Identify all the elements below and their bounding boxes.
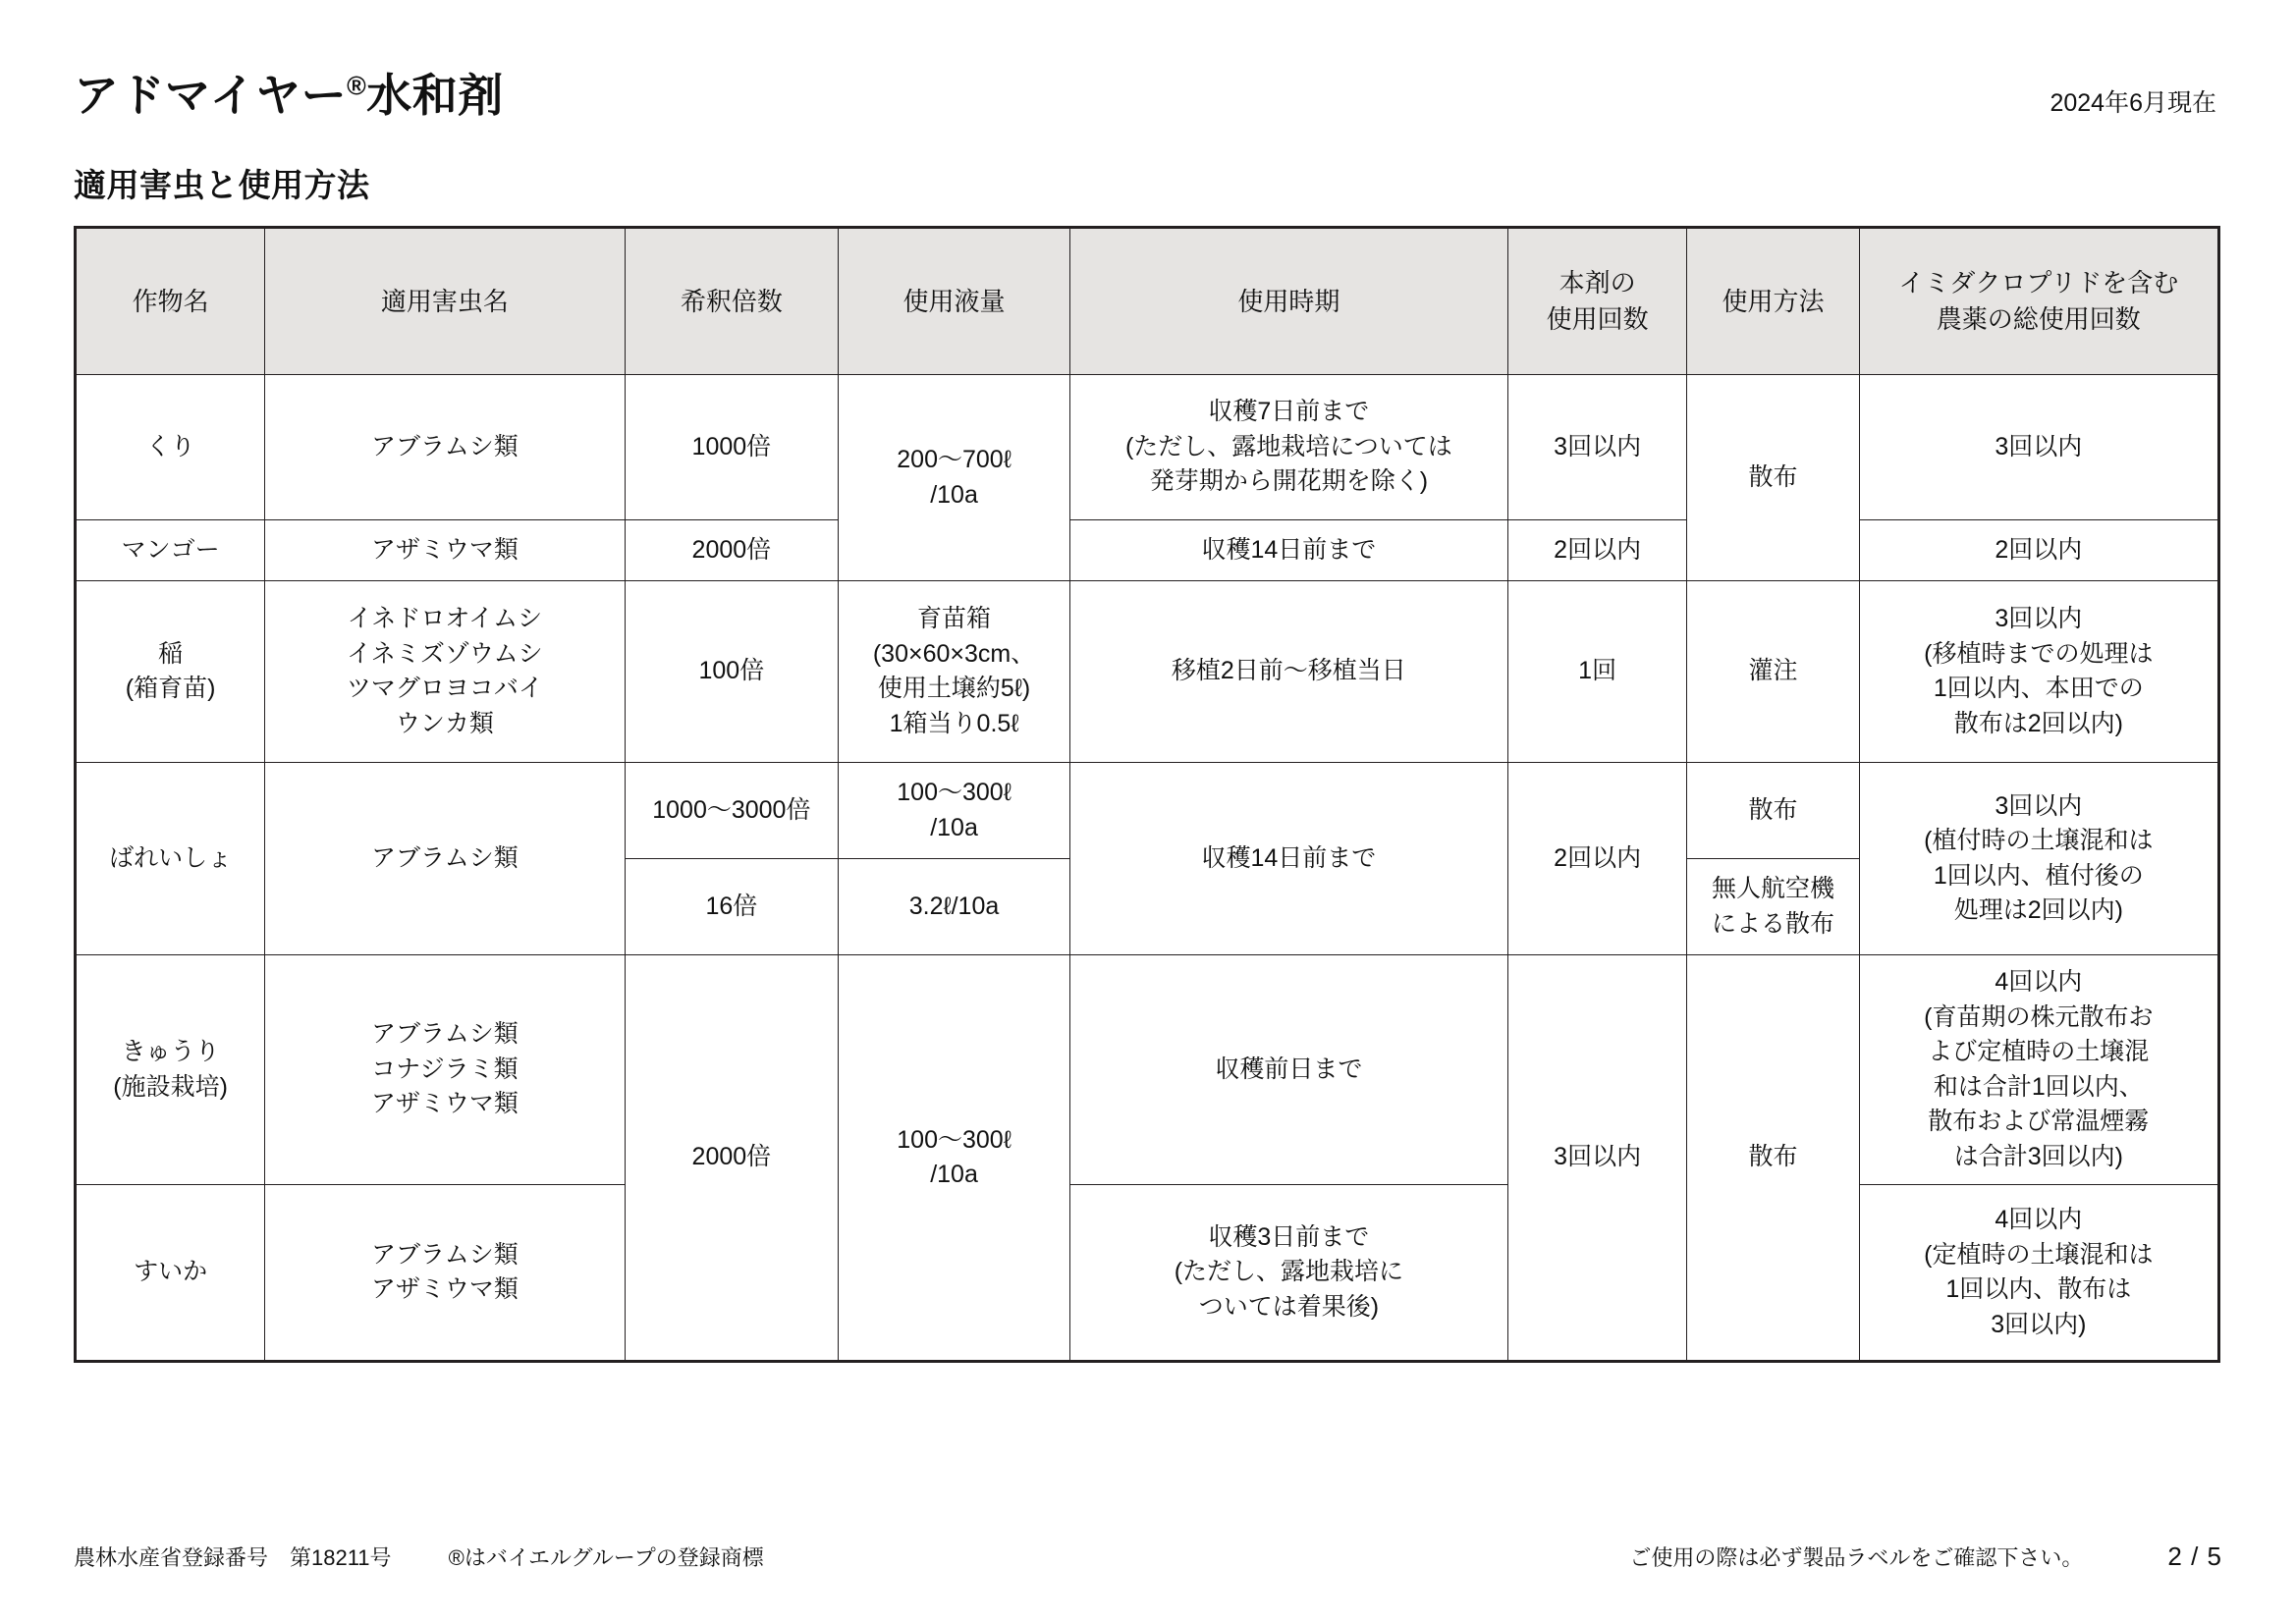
document-footer bbox=[74, 1542, 2222, 1572]
cell-timing-potato: 収穫14日前まで bbox=[1069, 763, 1507, 955]
cell-method-potato-a: 散布 bbox=[1687, 763, 1859, 859]
cell-total-kuri: 3回以内 bbox=[1859, 375, 2218, 520]
document-header bbox=[74, 69, 2222, 123]
table-row bbox=[76, 955, 2219, 1185]
cell-dilution-mango: 2000倍 bbox=[625, 520, 839, 581]
column-header-times: 本剤の 使用回数 bbox=[1507, 228, 1687, 375]
cell-crop-watermelon: すいか bbox=[76, 1185, 265, 1362]
revision-date: 2024年6月現在 bbox=[2050, 89, 2216, 117]
cell-total-potato: 3回以内 (植付時の土壌混和は 1回以内、植付後の 処理は2回以内) bbox=[1859, 763, 2218, 955]
column-header-timing: 使用時期 bbox=[1069, 228, 1507, 375]
cell-crop-cucumber: きゅうり (施設栽培) bbox=[76, 955, 265, 1185]
page-number: 2 / 5 bbox=[2167, 1542, 2222, 1571]
cell-pest-rice: イネドロオイムシ イネミズゾウムシ ツマグロヨコバイ ウンカ類 bbox=[265, 581, 625, 763]
cell-method-kuri-mango: 散布 bbox=[1687, 375, 1859, 581]
table-header-row bbox=[76, 228, 2219, 375]
column-header-volume: 使用液量 bbox=[839, 228, 1070, 375]
cell-dilution-cucumber-watermelon: 2000倍 bbox=[625, 955, 839, 1362]
column-header-total: イミダクロプリドを含む 農薬の総使用回数 bbox=[1859, 228, 2218, 375]
table-row bbox=[76, 375, 2219, 520]
cell-volume-rice: 育苗箱 (30×60×3cm、 使用土壌約5ℓ) 1箱当り0.5ℓ bbox=[839, 581, 1070, 763]
cell-method-cucumber-watermelon: 散布 bbox=[1687, 955, 1859, 1362]
cell-method-rice: 灌注 bbox=[1687, 581, 1859, 763]
cell-times-potato: 2回以内 bbox=[1507, 763, 1687, 955]
cell-total-mango: 2回以内 bbox=[1859, 520, 2218, 581]
cell-dilution-kuri: 1000倍 bbox=[625, 375, 839, 520]
cell-volume-kuri-mango: 200〜700ℓ /10a bbox=[839, 375, 1070, 581]
trademark-note: ®はバイエルグループの登録商標 bbox=[448, 1545, 764, 1570]
product-name: アドマイヤー bbox=[74, 70, 348, 121]
cell-times-kuri: 3回以内 bbox=[1507, 375, 1687, 520]
cell-volume-cucumber-watermelon: 100〜300ℓ /10a bbox=[839, 955, 1070, 1362]
footer-left bbox=[74, 1542, 815, 1572]
cell-volume-potato-b: 3.2ℓ/10a bbox=[839, 859, 1070, 955]
cell-crop-mango: マンゴー bbox=[76, 520, 265, 581]
cell-times-mango: 2回以内 bbox=[1507, 520, 1687, 581]
cell-timing-cucumber: 収穫前日まで bbox=[1069, 955, 1507, 1185]
registered-mark: ® bbox=[347, 71, 367, 101]
cell-timing-rice: 移植2日前〜移植当日 bbox=[1069, 581, 1507, 763]
cell-pest-potato: アブラムシ類 bbox=[265, 763, 625, 955]
cell-timing-mango: 収穫14日前まで bbox=[1069, 520, 1507, 581]
table-row bbox=[76, 763, 2219, 859]
cell-times-cucumber-watermelon: 3回以内 bbox=[1507, 955, 1687, 1362]
cell-total-watermelon: 4回以内 (定植時の土壌混和は 1回以内、散布は 3回以内) bbox=[1859, 1185, 2218, 1362]
table-row bbox=[76, 520, 2219, 581]
cell-dilution-potato-a: 1000〜3000倍 bbox=[625, 763, 839, 859]
cell-pest-watermelon: アブラムシ類 アザミウマ類 bbox=[265, 1185, 625, 1362]
page-title bbox=[74, 69, 504, 123]
cell-crop-kuri: くり bbox=[76, 375, 265, 520]
cell-method-potato-b: 無人航空機 による散布 bbox=[1687, 859, 1859, 955]
cell-crop-potato: ばれいしょ bbox=[76, 763, 265, 955]
label-check-note: ご使用の際は必ず製品ラベルをご確認下さい。 bbox=[1629, 1545, 2084, 1570]
registration-number: 農林水産省登録番号 第18211号 bbox=[74, 1545, 392, 1570]
cell-pest-mango: アザミウマ類 bbox=[265, 520, 625, 581]
table-row bbox=[76, 1185, 2219, 1362]
cell-crop-rice: 稲 (箱育苗) bbox=[76, 581, 265, 763]
cell-dilution-rice: 100倍 bbox=[625, 581, 839, 763]
application-table bbox=[74, 226, 2220, 1363]
section-heading: 適用害虫と使用方法 bbox=[74, 167, 370, 204]
cell-total-rice: 3回以内 (移植時までの処理は 1回以内、本田での 散布は2回以内) bbox=[1859, 581, 2218, 763]
cell-pest-kuri: アブラムシ類 bbox=[265, 375, 625, 520]
cell-timing-watermelon: 収穫3日前まで (ただし、露地栽培に ついては着果後) bbox=[1069, 1185, 1507, 1362]
column-header-method: 使用方法 bbox=[1687, 228, 1859, 375]
column-header-dilution: 希釈倍数 bbox=[625, 228, 839, 375]
cell-total-cucumber: 4回以内 (育苗期の株元散布お よび定植時の土壌混 和は合計1回以内、 散布および常温煙霧 は合計3回以内) bbox=[1859, 955, 2218, 1185]
column-header-pest: 適用害虫名 bbox=[265, 228, 625, 375]
product-form: 水和剤 bbox=[366, 70, 504, 121]
cell-dilution-potato-b: 16倍 bbox=[625, 859, 839, 955]
table-row bbox=[76, 581, 2219, 763]
footer-right bbox=[1629, 1542, 2222, 1572]
cell-times-rice: 1回 bbox=[1507, 581, 1687, 763]
cell-timing-kuri: 収穫7日前まで (ただし、露地栽培については 発芽期から開花期を除く) bbox=[1069, 375, 1507, 520]
column-header-crop: 作物名 bbox=[76, 228, 265, 375]
cell-pest-cucumber: アブラムシ類 コナジラミ類 アザミウマ類 bbox=[265, 955, 625, 1185]
cell-volume-potato-a: 100〜300ℓ /10a bbox=[839, 763, 1070, 859]
